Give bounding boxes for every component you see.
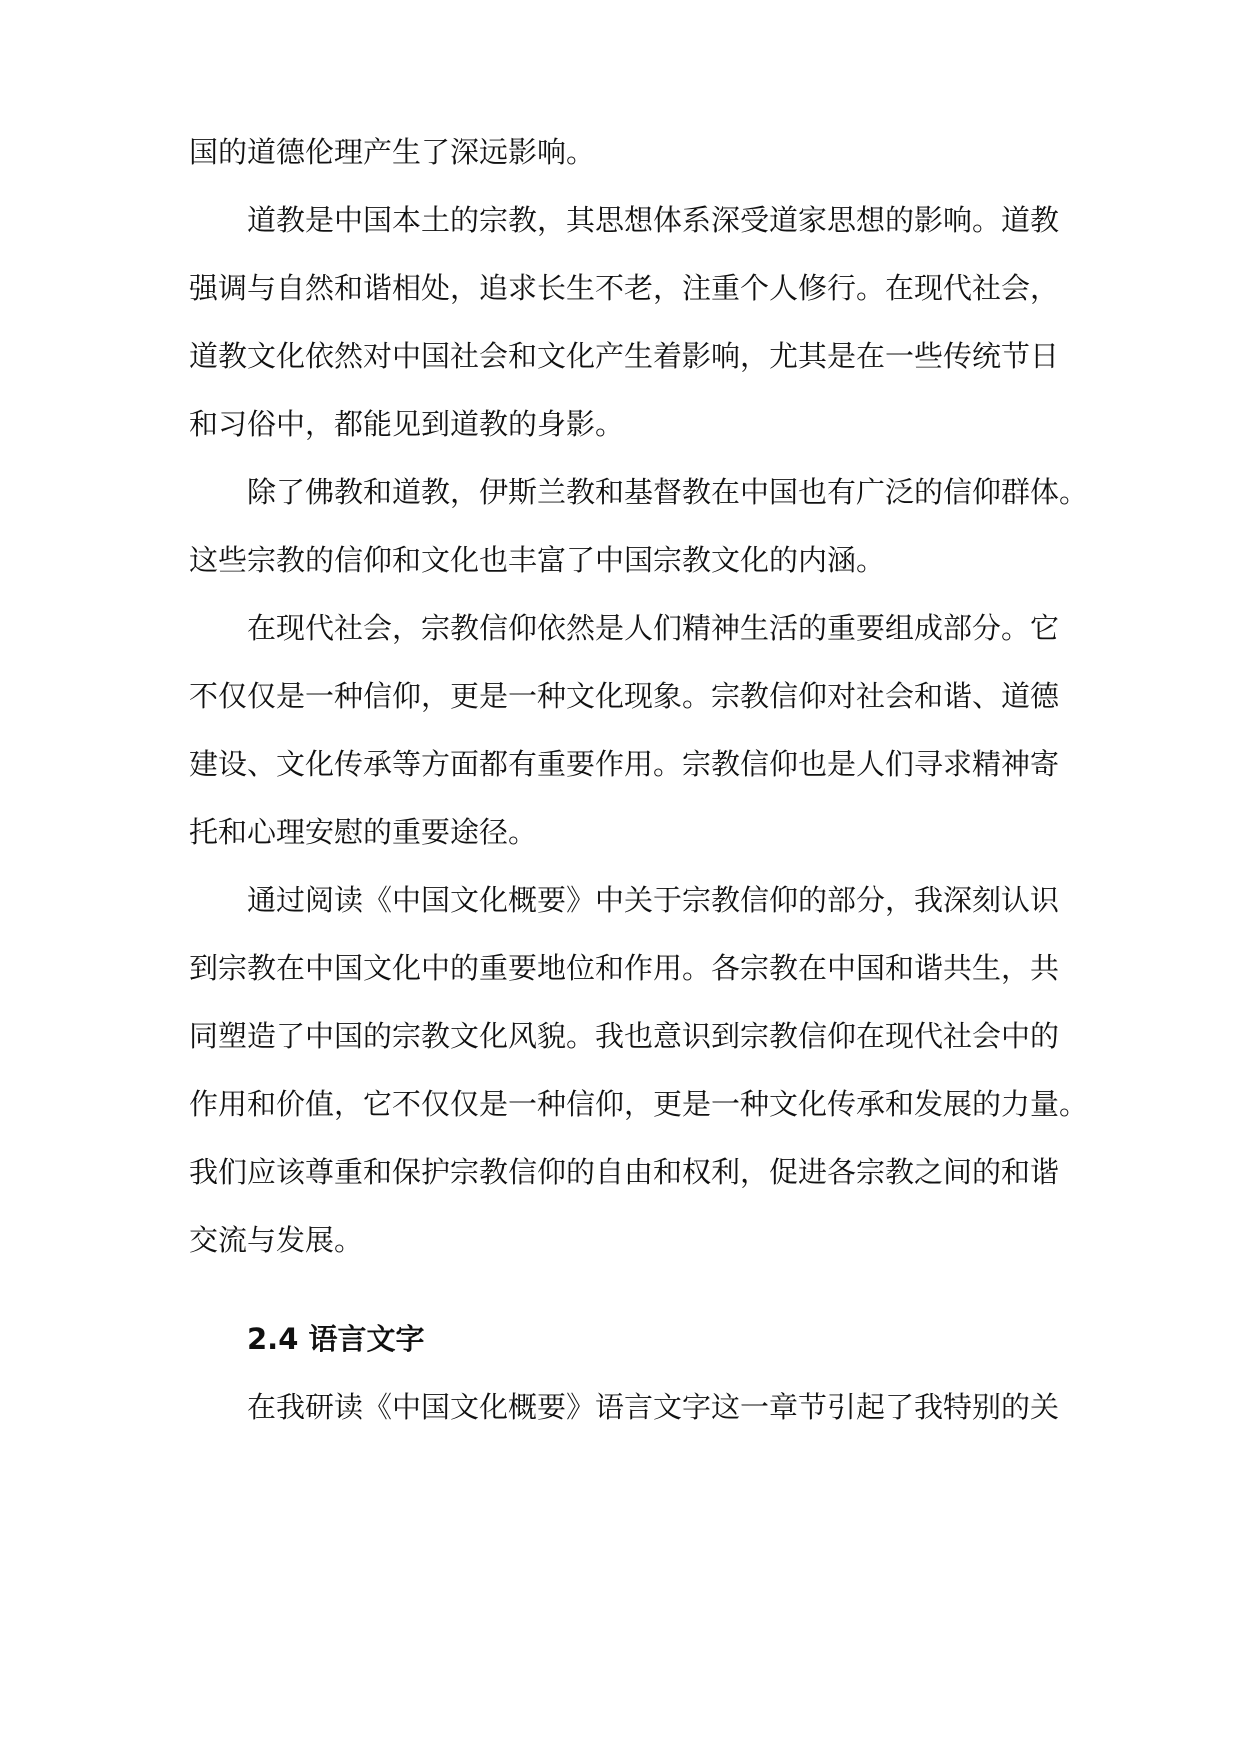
- paragraph-line: 和习俗中，都能见到道教的身影。: [189, 407, 625, 441]
- paragraph-line: 同塑造了中国的宗教文化风貌。我也意识到宗教信仰在现代社会中的: [189, 1019, 1060, 1053]
- paragraph-line: 除了佛教和道教，伊斯兰教和基督教在中国也有广泛的信仰群体。: [247, 475, 1089, 509]
- paragraph-line: 道教文化依然对中国社会和文化产生着影响，尤其是在一些传统节日: [189, 339, 1060, 373]
- paragraph-line: 国的道德伦理产生了深远影响。: [189, 135, 596, 169]
- paragraph-line: 不仅仅是一种信仰，更是一种文化现象。宗教信仰对社会和谐、道德: [189, 679, 1060, 713]
- paragraph-line: 交流与发展。: [189, 1223, 364, 1257]
- paragraph-line: 在现代社会，宗教信仰依然是人们精神生活的重要组成部分。它: [247, 611, 1060, 645]
- paragraph-line: 到宗教在中国文化中的重要地位和作用。各宗教在中国和谐共生，共: [189, 951, 1060, 985]
- paragraph-line: 道教是中国本土的宗教，其思想体系深受道家思想的影响。道教: [247, 203, 1060, 237]
- section-heading: 2.4 语言文字: [247, 1322, 425, 1356]
- paragraph-line: 在我研读《中国文化概要》语言文字这一章节引起了我特别的关: [247, 1390, 1060, 1424]
- paragraph-line: 托和心理安慰的重要途径。: [189, 815, 538, 849]
- paragraph-line: 我们应该尊重和保护宗教信仰的自由和权利，促进各宗教之间的和谐: [189, 1155, 1060, 1189]
- paragraph-line: 作用和价值，它不仅仅是一种信仰，更是一种文化传承和发展的力量。: [189, 1087, 1089, 1121]
- paragraph-line: 强调与自然和谐相处，追求长生不老，注重个人修行。在现代社会，: [189, 271, 1060, 305]
- paragraph-line: 通过阅读《中国文化概要》中关于宗教信仰的部分，我深刻认识: [247, 883, 1060, 917]
- paragraph-line: 建设、文化传承等方面都有重要作用。宗教信仰也是人们寻求精神寄: [189, 747, 1060, 781]
- paragraph-line: 这些宗教的信仰和文化也丰富了中国宗教文化的内涵。: [189, 543, 886, 577]
